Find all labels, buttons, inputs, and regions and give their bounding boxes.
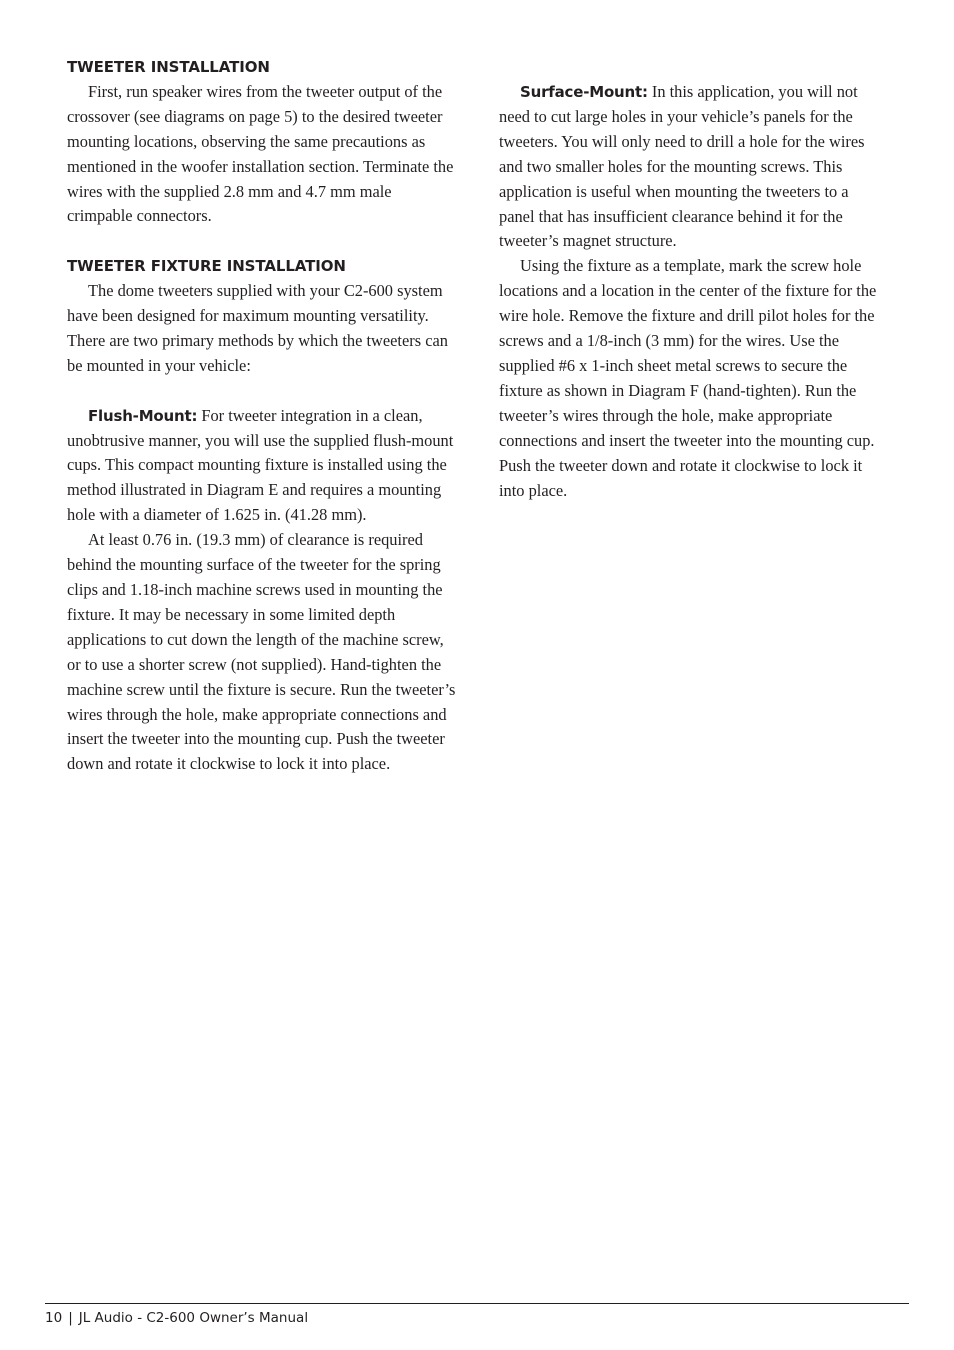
right-column <box>499 80 887 503</box>
flush-mount-paragraph-2: At least 0.76 in. (19.3 mm) of clearance is required behind the mounting surface of the tweeter for the spring clips and 1.18-inch machine screws used in mounting the fixture. It may be necessary in some limited depth applications to cut down the length of the machine screw, or to use a shorter screw (not supplied). Hand-tighten the machine screw until the fixture is secure. Run the tweeter’s wires through the hole, make appropriate connections and insert the tweeter into the mounting cup. Push the tweeter down and rotate it clockwise to lock it into place. <box>67 530 456 774</box>
flush-mount-text: For tweeter integration in a clean, unobtrusive manner, you will use the supplied flush-mount cups. This compact mounting fixture is installed using the method illustrated in Diagram E and requires a mounting hole with a diameter of 1.625 in. (41.28 mm). <box>67 405 454 525</box>
left-column <box>67 55 459 777</box>
page-footer <box>45 1303 909 1326</box>
tweeter-installation-paragraph: First, run speaker wires from the tweeter output of the crossover (see diagrams on page 5) to the desired tweeter mounting locations, observing the same precautions as mentioned in the woofer installation section. Terminate the wires with the supplied 2.8 mm and 4.7 mm male crimpable connectors. <box>67 81 454 226</box>
surface-mount-paragraph-2: Using the fixture as a template, mark the screw hole locations and a location in the center of the fixture for the wire hole. Remove the fixture and drill pilot holes for the screws and a 1/8-inch (3 mm) for the wires. Use the supplied #6 x 1-inch sheet metal screws to secure the fixture as shown in Diagram F (hand-tighten). Run the tweeter’s wires through the hole, make appropriate connections and insert the tweeter into the mounting cup. Push the tweeter down and rotate it clockwise to lock it into place. <box>499 256 877 500</box>
surface-mount-paragraph-1 <box>499 80 887 254</box>
spacer <box>67 229 459 254</box>
page-number: 10 <box>45 1310 63 1326</box>
footer-separator: | <box>68 1310 73 1326</box>
tweeter-installation-heading: TWEETER INSTALLATION <box>67 58 270 76</box>
tweeter-fixture-installation-heading: TWEETER FIXTURE INSTALLATION <box>67 257 346 276</box>
flush-mount-lead: Flush-Mount: <box>88 406 198 425</box>
surface-mount-text: In this application, you will not need to cut large holes in your vehicle’s panels for the tweeters. You will only need to drill a hole for the wires and two smaller holes for the mounting screws. This application is useful when mounting the tweeters to a panel that has insufficient clearance behind it for the tweeter’s magnet structure. <box>499 82 865 251</box>
tweeter-fixture-installation-paragraph: The dome tweeters supplied with your C2-600 system have been designed for maximum mounting versatility. There are two primary methods by which the tweeters can be mounted in your vehicle: <box>67 281 448 375</box>
flush-mount-paragraph-1 <box>67 404 459 529</box>
surface-mount-lead: Surface-Mount: <box>520 83 648 101</box>
spacer <box>67 379 459 404</box>
manual-title: JL Audio - C2-600 Owner’s Manual <box>78 1310 309 1326</box>
